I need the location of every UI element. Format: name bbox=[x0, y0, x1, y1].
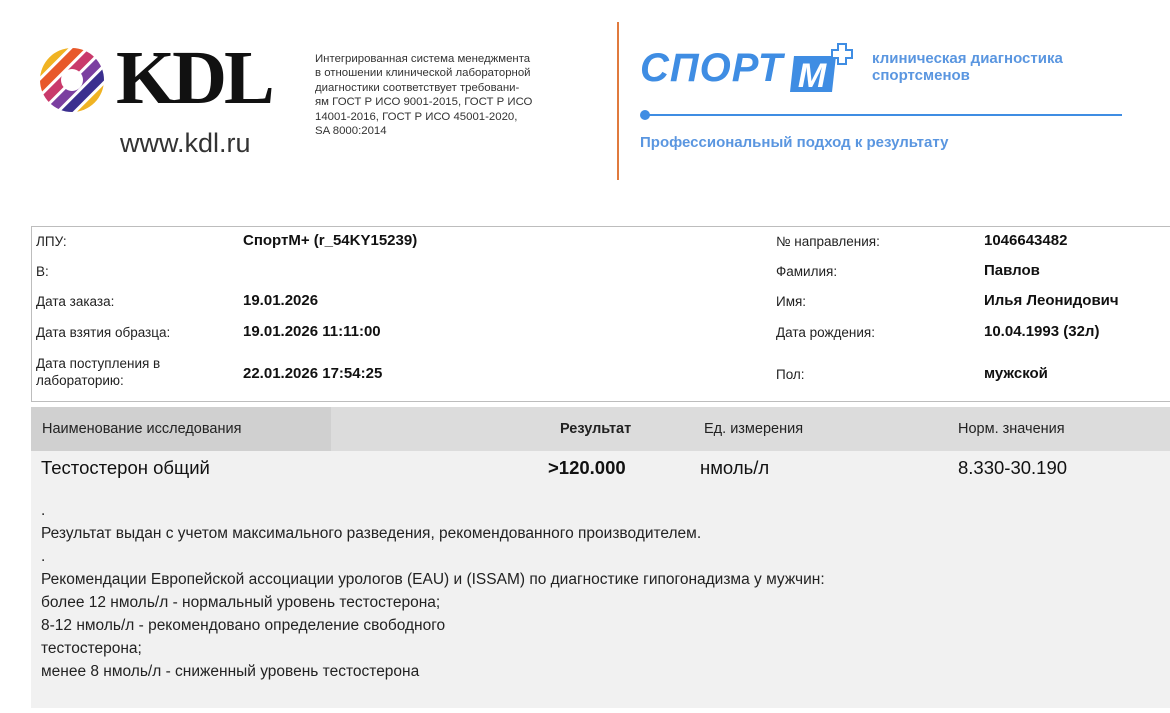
sex-label: Пол: bbox=[776, 367, 805, 382]
table-row bbox=[31, 451, 1170, 487]
results-section bbox=[31, 407, 1170, 708]
cert-line: Интегрированная система менеджмента bbox=[315, 53, 531, 65]
sex-value: мужской bbox=[984, 365, 1048, 382]
certification-text bbox=[315, 52, 610, 138]
surname-value: Павлов bbox=[984, 262, 1040, 279]
test-norm: 8.330-30.190 bbox=[958, 457, 1068, 478]
order-date-value: 19.01.2026 bbox=[243, 292, 319, 309]
sport-brand: СПОРТ bbox=[640, 46, 784, 90]
cert-line: в отношении клинической лабораторной bbox=[315, 67, 531, 80]
referral-label: № направления: bbox=[776, 234, 880, 249]
test-name: Тестостерон общий bbox=[41, 457, 210, 478]
test-unit: нмоль/л bbox=[700, 457, 770, 478]
tagline-line: спортсменов bbox=[872, 67, 970, 84]
cert-line: SA 8000:2014 bbox=[315, 125, 387, 138]
lpu-value: СпортМ+ (r_54KY15239) bbox=[243, 232, 418, 249]
sport-slogan: Профессиональный подход к результату bbox=[640, 134, 949, 151]
comment-line: более 12 нмоль/л - нормальный уровень тестостерона; bbox=[41, 594, 441, 611]
comment-line: менее 8 нмоль/л - сниженный уровень тестостерона bbox=[41, 663, 420, 680]
arrival-label bbox=[36, 355, 160, 389]
result-comments bbox=[41, 499, 825, 683]
lpu-label: ЛПУ: bbox=[36, 234, 67, 249]
col-result-header: Результат bbox=[560, 421, 632, 437]
arrival-label-line: Дата поступления в bbox=[36, 356, 161, 371]
col-name-header: Наименование исследования bbox=[42, 421, 242, 437]
kdl-brand: KDL bbox=[116, 36, 272, 120]
name-label: Имя: bbox=[776, 294, 807, 309]
m-letter: М bbox=[797, 57, 827, 94]
comment-line: 8-12 нмоль/л - рекомендовано определение свободного bbox=[41, 617, 446, 634]
sample-date-label: Дата взятия образца: bbox=[36, 325, 171, 340]
comment-line: Результат выдан с учетом максимального разведения, рекомендованного производителем. bbox=[41, 525, 702, 542]
comment-line: . bbox=[41, 502, 46, 519]
arrival-label-line: лабораторию: bbox=[36, 373, 124, 388]
arrival-value: 22.01.2026 17:54:25 bbox=[243, 365, 383, 382]
test-result: >120.000 bbox=[548, 457, 626, 478]
referral-value: 1046643482 bbox=[984, 232, 1068, 249]
birth-label: Дата рождения: bbox=[776, 325, 875, 340]
name-value: Илья Леонидович bbox=[984, 292, 1119, 309]
order-date-label: Дата заказа: bbox=[36, 294, 115, 309]
patient-info-panel bbox=[31, 226, 1170, 402]
comment-line: . bbox=[41, 548, 46, 565]
sample-date-value: 19.01.2026 11:11:00 bbox=[243, 323, 381, 340]
col-norm-header: Норм. значения bbox=[958, 421, 1065, 437]
tagline-line: клиническая диагностика bbox=[872, 50, 1063, 67]
kdl-url: www.kdl.ru bbox=[120, 128, 251, 158]
header-divider bbox=[617, 22, 619, 180]
cert-line: 14001-2016, ГОСТ Р ИСО 45001-2020, bbox=[315, 110, 518, 123]
cert-line: диагностики соответствует требовани- bbox=[315, 81, 520, 94]
sportm-m-plus-icon bbox=[788, 42, 856, 94]
blue-rule bbox=[644, 114, 1122, 116]
col-unit-header: Ед. измерения bbox=[704, 421, 804, 437]
comment-line: Рекомендации Европейской ассоциации урологов (EAU) и (ISSAM) по диагностике гипогонадизма у мужчин: bbox=[41, 571, 825, 588]
birth-value: 10.04.1993 (32л) bbox=[984, 323, 1100, 340]
surname-label: Фамилия: bbox=[776, 264, 838, 279]
sport-tagline bbox=[872, 50, 1063, 84]
cert-line: ям ГОСТ Р ИСО 9001-2015, ГОСТ Р ИСО bbox=[315, 96, 533, 109]
sportm-logo bbox=[640, 28, 1140, 168]
results-header bbox=[31, 407, 1170, 451]
comment-line: тестостерона; bbox=[41, 640, 142, 657]
kdl-logo bbox=[36, 36, 286, 172]
v-label: В: bbox=[36, 264, 49, 279]
kdl-logo-icon bbox=[36, 44, 108, 116]
